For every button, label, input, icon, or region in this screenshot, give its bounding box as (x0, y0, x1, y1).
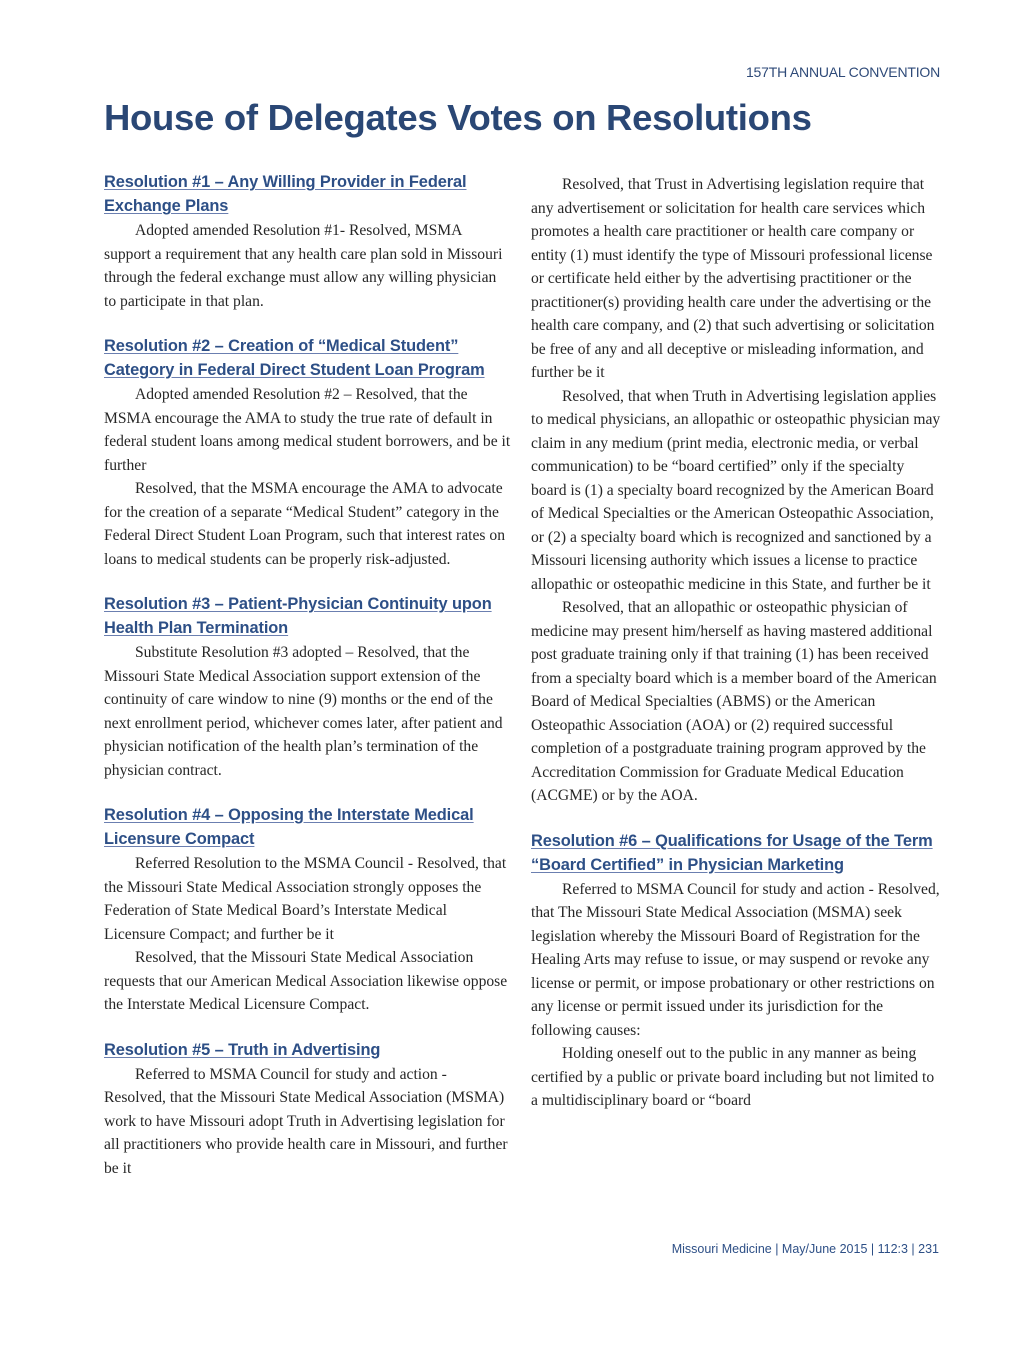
resolution-1-heading: Resolution #1 – Any Willing Provider in Federal Exchange Plans (104, 173, 467, 215)
resolution-3-heading: Resolution #3 – Patient-Physician Continuity upon Health Plan Termination (104, 595, 492, 637)
resolution-6-paragraph-1: Referred to MSMA Council for study and action - Resolved, that The Missouri State Medical Association (MSMA) seek legislation whereby the Missouri Board of Registration for the Healing Arts may refuse to issue, or may suspend or revoke any license or permit, or impose probationary or other restrictions on any license or permit issued under its jurisdiction for the following causes: (531, 880, 940, 1039)
resolution-4-paragraph-1: Referred Resolution to the MSMA Council - Resolved, that the Missouri State Medical Association strongly opposes the Federation of State Medical Board’s Interstate Medical Licensure Compact; and further be it (104, 855, 507, 943)
resolution-6-paragraph-2: Holding oneself out to the public in any manner as being certified by a public or private board including but not limited to a multidisciplinary board or “board (531, 1045, 935, 1109)
resolution-5-heading: Resolution #5 – Truth in Advertising (104, 1040, 381, 1059)
resolution-5-continuation (531, 173, 941, 808)
resolution-2-heading: Resolution #2 – Creation of “Medical Student” Category in Federal Direct Student Loan Program (104, 337, 485, 379)
resolution-2-paragraph-2: Resolved, that the MSMA encourage the AMA to advocate for the creation of a separate “Medical Student” category in the Federal Direct Student Loan Program, such that interest rates on loans to medical students can be properly risk-adjusted. (104, 480, 505, 568)
resolution-4-paragraph-2: Resolved, that the Missouri State Medical Association requests that our American Medical Association likewise oppose the Interstate Medical Licensure Compact. (104, 949, 508, 1013)
right-column (531, 170, 941, 1134)
resolution-5-paragraph-2: Resolved, that Trust in Advertising legislation require that any advertisement or solicitation for health care services which promotes a health care practitioner or health care company or entity (1) must identify the type of Missouri professional license or certificate held either by the advertising practitioner or the practitioner(s) providing health care under the advertising or the health care company, and (2) that such advertising or solicitation be free of any and all deceptive or misleading information, and further be it (531, 176, 935, 381)
resolution-2 (104, 334, 512, 571)
resolution-5-paragraph-4: Resolved, that an allopathic or osteopathic physician of medicine may present him/herself as having mastered additional post graduate training only if that training (1) has been received from a specialty board which is a member board of the American Board of Medical Specialties (ABMS) or the American Osteopathic Association (AOA) or (2) required successful completion of a postgraduate training program approved by the Accreditation Commission for Graduate Medical Education (ACGME) or by the AOA. (531, 599, 937, 804)
resolution-4 (104, 803, 512, 1017)
resolution-5-paragraph-3: Resolved, that when Truth in Advertising legislation applies to medical physicians, an allopathic or osteopathic physician may claim in any medium (print media, electronic media, or verbal communication) to be “board certified” only if the specialty board is (1) a specialty board recognized by the American Board of Medical Specialties or the American Osteopathic Association, or (2) a specialty board which is recognized and sanctioned by a Missouri licensing authority which issues a license to practice allopathic or osteopathic medicine in this State, and further be it (531, 387, 941, 593)
resolution-4-heading: Resolution #4 – Opposing the Interstate Medical Licensure Compact (104, 806, 474, 848)
resolution-3 (104, 592, 512, 782)
resolution-1-paragraph: Adopted amended Resolution #1- Resolved, MSMA support a requirement that any health care plan sold in Missouri through the federal exchange must allow any willing physician to participate in that plan. (104, 222, 503, 310)
page-title: House of Delegates Votes on Resolutions (104, 97, 812, 138)
resolution-1 (104, 170, 512, 313)
resolution-6-heading: Resolution #6 – Qualifications for Usage of the Term “Board Certified” in Physician Marketing (531, 831, 933, 874)
resolution-2-paragraph-1: Adopted amended Resolution #2 – Resolved, that the MSMA encourage the AMA to study the true rate of default in federal student loans among medical student borrowers, and be it further (104, 386, 511, 474)
page-footer: Missouri Medicine | May/June 2015 | 112:3 | 231 (671, 1242, 939, 1256)
resolution-5 (104, 1038, 512, 1181)
resolution-3-paragraph: Substitute Resolution #3 adopted – Resolved, that the Missouri State Medical Association support extension of the continuity of care window to nine (9) months or the end of the next enrollment period, whichever comes later, after patient and physician notification of the health plan’s termination of the physician contract. (104, 644, 503, 779)
resolution-5-paragraph: Referred to MSMA Council for study and action - Resolved, that the Missouri State Medical Association (MSMA) work to have Missouri adopt Truth in Advertising legislation for all practitioners who provide health care in Missouri, and further be it (104, 1065, 508, 1177)
convention-label: 157TH ANNUAL CONVENTION (745, 64, 940, 80)
resolution-6 (531, 829, 941, 1113)
left-column (104, 170, 512, 1201)
